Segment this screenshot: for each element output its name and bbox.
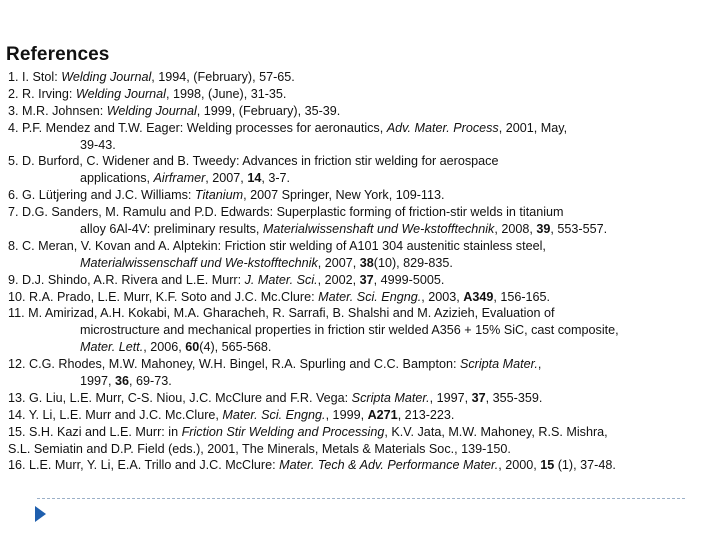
reference-italic-text: Materialwissenschaff und We-kstofftechnik [80, 255, 318, 270]
reference-italic-text: Mater. Sci. Engng. [318, 289, 422, 304]
reference-number: 6. [8, 188, 23, 203]
reference-text: , 156-165. [493, 289, 551, 304]
reference-item [8, 204, 714, 221]
triangle-right-icon [35, 506, 46, 522]
reference-number: 3. [8, 103, 23, 118]
reference-item [8, 153, 714, 170]
reference-item [8, 272, 714, 289]
reference-italic-text: Airframer [153, 171, 206, 186]
reference-continuation-line [8, 221, 714, 238]
reference-bold-text: 15 [540, 458, 555, 473]
reference-italic-text: Mater. Lett. [80, 340, 144, 355]
reference-text: M.R. Johnsen: [22, 103, 107, 118]
reference-text: , 4999-5005. [373, 272, 445, 287]
reference-italic-text: Adv. Mater. Process [386, 120, 499, 135]
reference-text: , 2000, [498, 458, 541, 473]
reference-number: 2. [8, 86, 23, 101]
reference-text: applications, [80, 171, 154, 186]
reference-item [8, 69, 714, 86]
reference-text: , 69-73. [129, 374, 172, 389]
reference-text: C. Meran, V. Kovan and A. Alptekin: Friction stir welding of A101 304 austenitic stainless steel, [22, 238, 546, 253]
reference-continuation-line [8, 322, 714, 339]
reference-text: , 3-7. [261, 171, 291, 186]
reference-text: , 1999, [325, 407, 368, 422]
reference-bold-text: 37 [471, 390, 486, 405]
reference-number: 5. [8, 154, 23, 169]
reference-item [8, 238, 714, 255]
reference-italic-text: Friction Stir Welding and Processing [181, 424, 385, 439]
reference-text: 1997, [80, 374, 116, 389]
reference-text: P.F. Mendez and T.W. Eager: Welding processes for aeronautics, [22, 120, 387, 135]
reference-continuation-line [8, 137, 714, 154]
reference-text: , K.V. Jata, M.W. Mahoney, R.S. Mishra, [384, 424, 608, 439]
reference-text: , 1997, [429, 390, 472, 405]
reference-text: microstructure and mechanical properties in friction stir welded A356 + 15% SiC, cast composite, [80, 323, 619, 338]
reference-italic-text: J. Mater. Sci. [244, 272, 318, 287]
reference-text: , 553-557. [550, 222, 608, 237]
reference-number: 11. [8, 306, 29, 321]
reference-item [8, 356, 714, 373]
reference-continuation-line [8, 373, 714, 390]
reference-continuation-line [8, 255, 714, 272]
reference-text: 39-43. [80, 137, 116, 152]
reference-text: I. Stol: [22, 70, 62, 84]
reference-number: 9. [8, 272, 23, 287]
reference-item [8, 457, 714, 474]
reference-text: S.H. Kazi and L.E. Murr: in [29, 424, 182, 439]
reference-text: , 1998, (June), 31-35. [165, 86, 287, 101]
reference-text: (10), 829-835. [373, 255, 453, 270]
reference-text: G. Lütjering and J.C. Williams: [22, 188, 195, 203]
reference-text: Y. Li, L.E. Murr and J.C. Mc.Clure, [28, 407, 223, 422]
reference-italic-text: Welding Journal [61, 70, 152, 84]
reference-item [8, 289, 714, 306]
reference-item [8, 86, 714, 103]
reference-text: , 2007, [205, 171, 248, 186]
reference-continuation-line [8, 339, 714, 356]
reference-text: G. Liu, L.E. Murr, C-S. Niou, J.C. McClure and F.R. Vega: [29, 390, 352, 405]
footer-divider [37, 498, 685, 499]
reference-text: , 1994, (February), 57-65. [151, 70, 295, 84]
reference-bold-text: 37 [359, 272, 374, 287]
reference-number: 1. [8, 70, 23, 84]
reference-item [8, 407, 714, 424]
reference-text: R.A. Prado, L.E. Murr, K.F. Soto and J.C. Mc.Clure: [29, 289, 319, 304]
reference-italic-text: Titanium [194, 188, 244, 203]
reference-italic-text: Welding Journal [106, 103, 197, 118]
reference-item [8, 120, 714, 137]
reference-text: D.J. Shindo, A.R. Rivera and L.E. Murr: [22, 272, 245, 287]
reference-continuation-line [8, 170, 714, 187]
reference-text: , 2001, May, [498, 120, 568, 135]
reference-text: C.G. Rhodes, M.W. Mahoney, W.H. Bingel, R.A. Spurling and C.C. Bampton: [29, 357, 460, 372]
reference-number: 16. [8, 458, 30, 473]
reference-italic-text: Mater. Tech & Adv. Performance Mater. [279, 458, 499, 473]
reference-italic-text: Scripta Mater. [351, 390, 430, 405]
reference-text: (4), 565-568. [199, 340, 272, 355]
reference-number: 15. [8, 424, 30, 439]
reference-text: , 2003, [421, 289, 464, 304]
reference-text: , 2007 Springer, New York, 109-113. [243, 188, 445, 203]
reference-item [8, 187, 714, 204]
reference-text: , 2007, [317, 255, 360, 270]
reference-item [8, 441, 714, 458]
reference-number: 13. [8, 390, 30, 405]
reference-item [8, 390, 714, 407]
reference-bold-text: 38 [359, 255, 374, 270]
reference-number: 4. [8, 120, 23, 135]
reference-bold-text: 60 [185, 340, 200, 355]
reference-italic-text: Welding Journal [75, 86, 166, 101]
reference-bold-text: 36 [115, 374, 130, 389]
reference-bold-text: 14 [247, 171, 262, 186]
reference-text: D. Burford, C. Widener and B. Tweedy: Advances in friction stir welding for aerospace [22, 154, 499, 169]
reference-item [8, 305, 714, 322]
reference-bold-text: 39 [536, 222, 551, 237]
reference-text: , 2008, [494, 222, 537, 237]
reference-bold-text: A271 [367, 407, 398, 422]
reference-text: M. Amirizad, A.H. Kokabi, M.A. Gharacheh, R. Sarrafi, B. Shalshi and M. Azizieh, Evaluation of [28, 306, 555, 321]
reference-text: L.E. Murr, Y. Li, E.A. Trillo and J.C. McClure: [29, 458, 280, 473]
reference-text: , 2006, [143, 340, 186, 355]
references-list [8, 69, 714, 474]
reference-item [8, 103, 714, 120]
reference-text: S.L. Semiatin and D.P. Field (eds.), 2001, The Minerals, Metals & Materials Soc., 139-150. [8, 441, 511, 456]
reference-text: alloy 6Al-4V: preliminary results, [80, 222, 263, 237]
reference-text: (1), 37-48. [554, 458, 616, 473]
references-heading: References [6, 44, 110, 65]
reference-text: , 355-359. [485, 390, 543, 405]
reference-number: 10. [8, 289, 30, 304]
reference-italic-text: Materialwissenshaft und We-kstofftechnik [262, 222, 495, 237]
reference-item [8, 424, 714, 441]
reference-italic-text: Scripta Mater. [459, 357, 538, 372]
reference-bold-text: A349 [463, 289, 494, 304]
reference-text: , 2002, [317, 272, 360, 287]
reference-number: 7. [8, 205, 23, 220]
reference-text: R. Irving: [22, 86, 76, 101]
reference-number: 14. [8, 407, 29, 422]
reference-text: , [537, 357, 542, 372]
reference-italic-text: Mater. Sci. Engng. [222, 407, 326, 422]
reference-number: 12. [8, 357, 30, 372]
reference-number: 8. [8, 238, 23, 253]
reference-text: D.G. Sanders, M. Ramulu and P.D. Edwards: Superplastic forming of friction-stir welds in titanium [22, 205, 564, 220]
reference-text: , 213-223. [397, 407, 455, 422]
reference-text: , 1999, (February), 35-39. [196, 103, 341, 118]
